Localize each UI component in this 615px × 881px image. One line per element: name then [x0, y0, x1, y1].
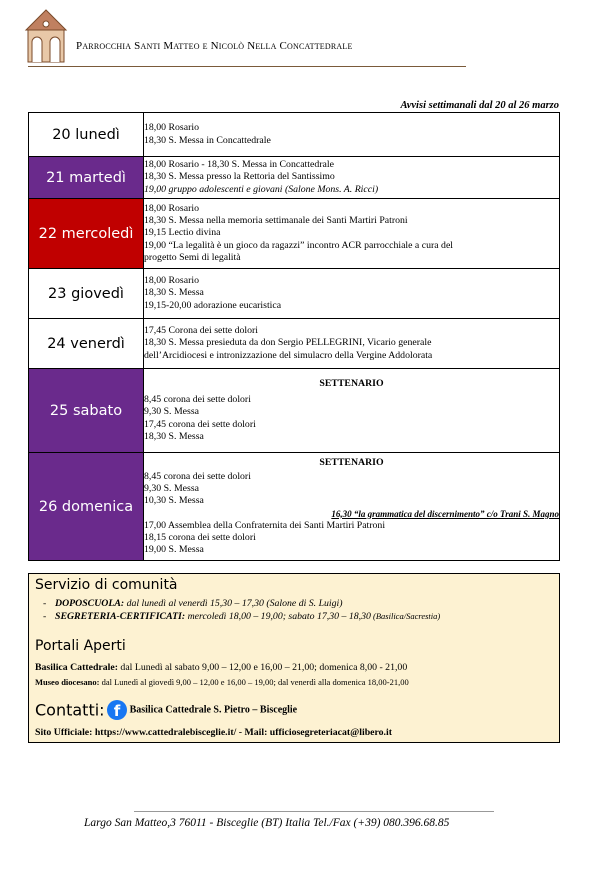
table-row [29, 199, 560, 269]
events-cell [144, 269, 560, 319]
day-cell: 23 giovedì [29, 269, 144, 319]
event-line: 18,30 S. Messa [144, 430, 204, 442]
event-line: 8,45 corona dei sette dolori [144, 470, 251, 482]
table-row [29, 113, 560, 157]
events-cell [144, 369, 560, 453]
day-cell: 25 sabato [29, 369, 144, 453]
day-cell: 20 lunedì [29, 113, 144, 157]
settenario-heading: SETTENARIO [319, 377, 384, 389]
website-mail[interactable]: Sito Ufficiale: https://www.cattedralebisceglie.it/ - Mail: ufficiosegreteriacat@libero.it [35, 727, 392, 738]
info-box [28, 573, 560, 743]
footer-address: Largo San Matteo,3 76011 - Bisceglie (BT) Italia Tel./Fax (+39) 080.396.68.85 [84, 817, 450, 829]
footer-divider [134, 811, 494, 812]
parish-name: Parrocchia Santi Matteo e Nicolò Nella Concattedrale [76, 40, 353, 52]
events-cell [144, 113, 560, 157]
event-line: 18,00 Rosario [144, 202, 199, 214]
basilica-label: Basilica Cattedrale: [35, 662, 118, 673]
event-line: 18,30 S. Messa in Concattedrale [144, 134, 271, 146]
event-line: 19,00 S. Messa [144, 544, 204, 556]
day-cell: 22 mercoledì [29, 199, 144, 269]
event-line: 18,30 S. Messa presieduta da don Sergio PELLEGRINI, Vicario generale [144, 337, 432, 349]
table-row [29, 157, 560, 199]
events-cell [144, 157, 560, 199]
contatti-row [35, 700, 297, 720]
church-logo [24, 8, 68, 64]
portali-title: Portali Aperti [35, 638, 126, 654]
item-text: dal lunedì al venerdì 15,30 – 17,30 (Salone di S. Luigi) [124, 598, 343, 609]
event-line: 18,00 Rosario [144, 275, 199, 287]
event-line: 18,15 corona dei sette dolori [144, 531, 256, 543]
table-row [29, 453, 560, 561]
event-line: 19,00 “La legalità è un gioco da ragazzi” incontro ACR parrocchiale a cura del [144, 239, 454, 251]
basilica-text: dal Lunedì al sabato 9,00 – 12,00 e 16,00 – 21,00; domenica 8,00 - 21,00 [117, 662, 408, 673]
settenario-heading: SETTENARIO [319, 456, 384, 468]
event-line: 17,45 Corona dei sette dolori [144, 325, 259, 337]
list-item: - DOPOSCUOLA: dal lunedì al venerdì 15,30 – 17,30 (Salone di S. Luigi) [43, 598, 343, 609]
servizio-title: Servizio di comunità [35, 577, 178, 593]
events-cell [144, 319, 560, 369]
weekly-notices-title: Avvisi settimanali dal 20 al 26 marzo [400, 100, 559, 111]
event-line: 8,45 corona dei sette dolori [144, 394, 251, 406]
item-text: mercoledì 18,00 – 19,00; sabato 17,30 – 18,30 [185, 611, 371, 622]
contatti-title: Contatti: [35, 700, 105, 720]
event-line: 18,00 Rosario [144, 122, 199, 134]
day-cell: 24 venerdì [29, 319, 144, 369]
item-label: SEGRETERIA-CERTIFICATI: [55, 611, 186, 622]
item-label: DOPOSCUOLA: [55, 598, 125, 609]
event-line: 19,00 gruppo adolescenti e giovani (Salone Mons. A. Ricci) [144, 183, 379, 195]
events-cell [144, 453, 560, 561]
event-note: 16,30 “la grammatica del discernimento” c/o Trani S. Magno [331, 508, 559, 519]
event-line: 9,30 S. Messa [144, 483, 199, 495]
list-item: - SEGRETERIA-CERTIFICATI: mercoledì 18,00 – 19,00; sabato 17,30 – 18,30 (Basilica/Sacrestia) [43, 611, 441, 622]
event-line: progetto Semi di legalità [144, 251, 241, 263]
day-cell: 21 martedì [29, 157, 144, 199]
day-cell: 26 domenica [29, 453, 144, 561]
event-line: 18,30 S. Messa presso la Rettoria del Santissimo [144, 171, 335, 183]
events-cell [144, 199, 560, 269]
basilica-hours [35, 662, 407, 673]
event-line: dell’Arcidiocesi e intronizzazione del simulacro della Vergine Addolorata [144, 349, 433, 361]
event-line: 10,30 S. Messa [144, 495, 204, 507]
facebook-icon[interactable]: f [107, 700, 127, 720]
schedule-table [28, 112, 560, 561]
table-row [29, 369, 560, 453]
museo-label: Museo diocesano: [35, 677, 100, 687]
table-row [29, 269, 560, 319]
event-line: 17,45 corona dei sette dolori [144, 418, 256, 430]
facebook-page-link[interactable]: Basilica Cattedrale S. Pietro – Bisceglie [129, 704, 298, 716]
museo-hours [35, 677, 409, 687]
event-line: 19,15-20,00 adorazione eucaristica [144, 299, 282, 311]
museo-text: dal Lunedì al giovedì 9,00 – 12,00 e 16,00 – 19,00; dal venerdì alla domenica 18,00-21,00 [99, 677, 409, 687]
event-line: 9,30 S. Messa [144, 406, 199, 418]
header-divider [28, 66, 466, 67]
event-line: 18,30 S. Messa nella memoria settimanale dei Santi Martiri Patroni [144, 215, 408, 227]
event-line: 18,00 Rosario - 18,30 S. Messa in Concattedrale [144, 159, 334, 171]
header [24, 8, 474, 70]
item-note: (Basilica/Sacrestia) [370, 611, 441, 621]
table-row [29, 319, 560, 369]
event-line: 17,00 Assemblea della Confraternita dei Santi Martiri Patroni [144, 519, 386, 531]
event-line: 19,15 Lectio divina [144, 227, 221, 239]
event-line: 18,30 S. Messa [144, 287, 204, 299]
